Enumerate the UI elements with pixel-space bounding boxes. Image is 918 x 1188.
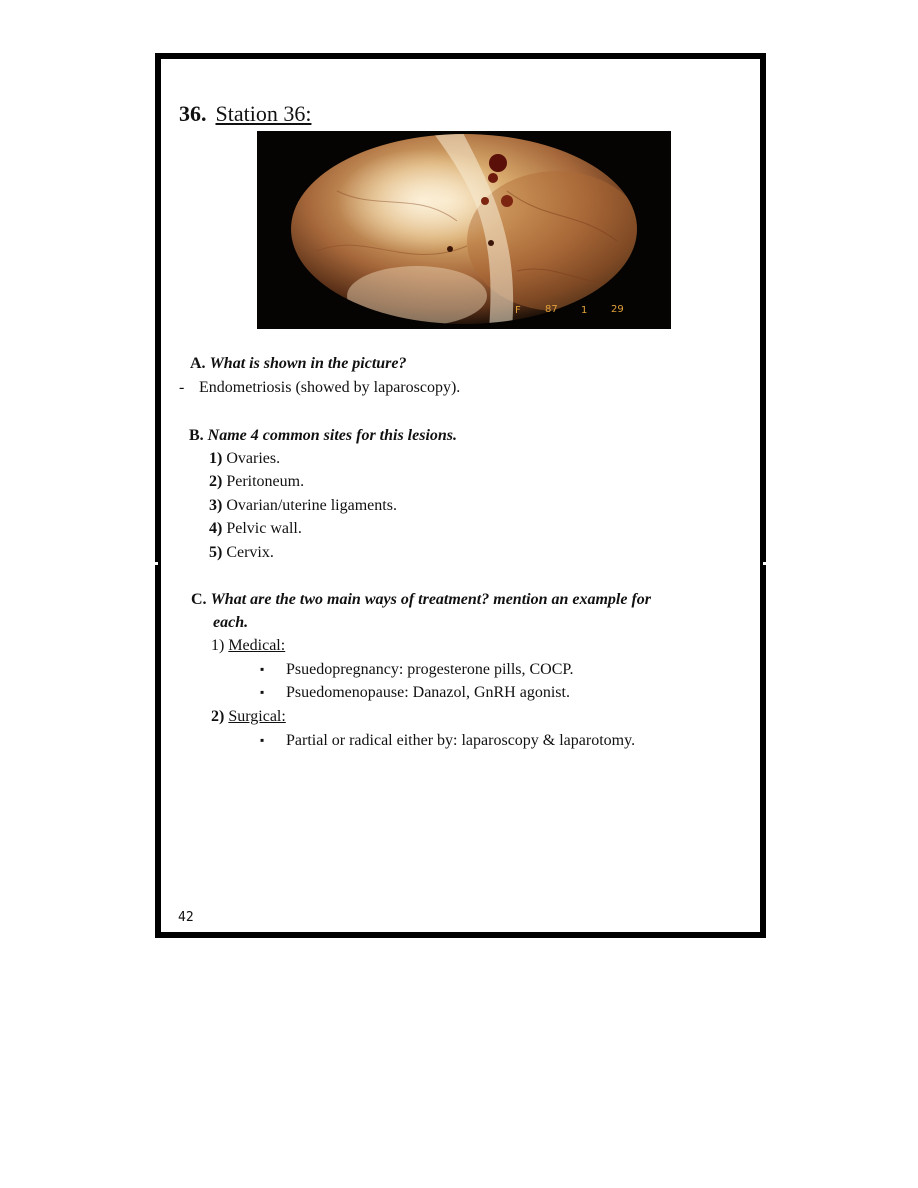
question-c-text-line1: What are the two main ways of treatment? mention an example for: [210, 591, 652, 608]
treatment-group-title: Medical:: [228, 637, 286, 654]
question-c-text-line2: each.: [213, 614, 249, 631]
treatment-group-number: 2): [211, 708, 225, 725]
answer-a-dash: -: [179, 379, 185, 396]
list-item: [209, 448, 280, 470]
question-b-letter: B.: [189, 427, 204, 444]
question-c: [191, 589, 651, 611]
bullet-item: [260, 682, 570, 704]
bullet-icon: ▪: [260, 733, 265, 747]
page-number: 42: [178, 910, 194, 925]
answer-a-text: Endometriosis (showed by laparoscopy).: [199, 379, 461, 396]
station-number: 36.: [179, 101, 207, 126]
laparoscopy-image: [257, 131, 671, 329]
list-item: [209, 518, 302, 540]
list-item-number: 5): [209, 544, 223, 561]
list-item-text: Peritoneum.: [226, 473, 305, 490]
bullet-text: Partial or radical either by: laparoscopy & laparotomy.: [286, 732, 636, 749]
list-item-text: Pelvic wall.: [226, 520, 302, 537]
bullet-item: [260, 730, 635, 752]
treatment-group-surgical: [211, 706, 286, 728]
list-item-number: 2): [209, 473, 223, 490]
list-item-text: Ovaries.: [226, 450, 281, 467]
photo-overlay-1: 1: [581, 305, 588, 316]
bullet-text: Psuedomenopause: Danazol, GnRH agonist.: [286, 684, 570, 701]
treatment-group-medical: [211, 635, 285, 657]
treatment-group-number: 1): [211, 637, 225, 654]
bullet-item: [260, 659, 574, 681]
list-item: [209, 542, 274, 564]
border-gap-left: [155, 562, 158, 565]
photo-overlay-29: 29: [611, 304, 624, 315]
photo-overlay-87: 87: [545, 304, 558, 315]
question-a-text: What is shown in the picture?: [209, 355, 407, 372]
station-label: Station 36:: [215, 101, 312, 126]
question-a: [190, 353, 407, 375]
list-item: [209, 471, 304, 493]
bullet-text: Psuedopregnancy: progesterone pills, COCP.: [286, 661, 574, 678]
photo-overlay-f: F: [515, 305, 521, 316]
question-c-letter: C.: [191, 591, 207, 608]
station-title: [179, 100, 311, 128]
question-a-letter: A.: [190, 355, 206, 372]
answer-a: [179, 377, 460, 399]
list-item-text: Cervix.: [226, 544, 274, 561]
laparoscopy-image-drawing: [257, 131, 671, 329]
list-item: [209, 495, 397, 517]
list-item-text: Ovarian/uterine ligaments.: [226, 497, 397, 514]
treatment-group-title: Surgical:: [228, 708, 286, 725]
list-item-number: 3): [209, 497, 223, 514]
list-item-number: 4): [209, 520, 223, 537]
border-gap-right: [763, 562, 766, 565]
bullet-icon: ▪: [260, 685, 265, 699]
question-c-continuation: [213, 612, 248, 634]
bullet-icon: ▪: [260, 662, 265, 676]
list-item-number: 1): [209, 450, 223, 467]
question-b: [189, 425, 457, 447]
question-b-text: Name 4 common sites for this lesions.: [207, 427, 458, 444]
